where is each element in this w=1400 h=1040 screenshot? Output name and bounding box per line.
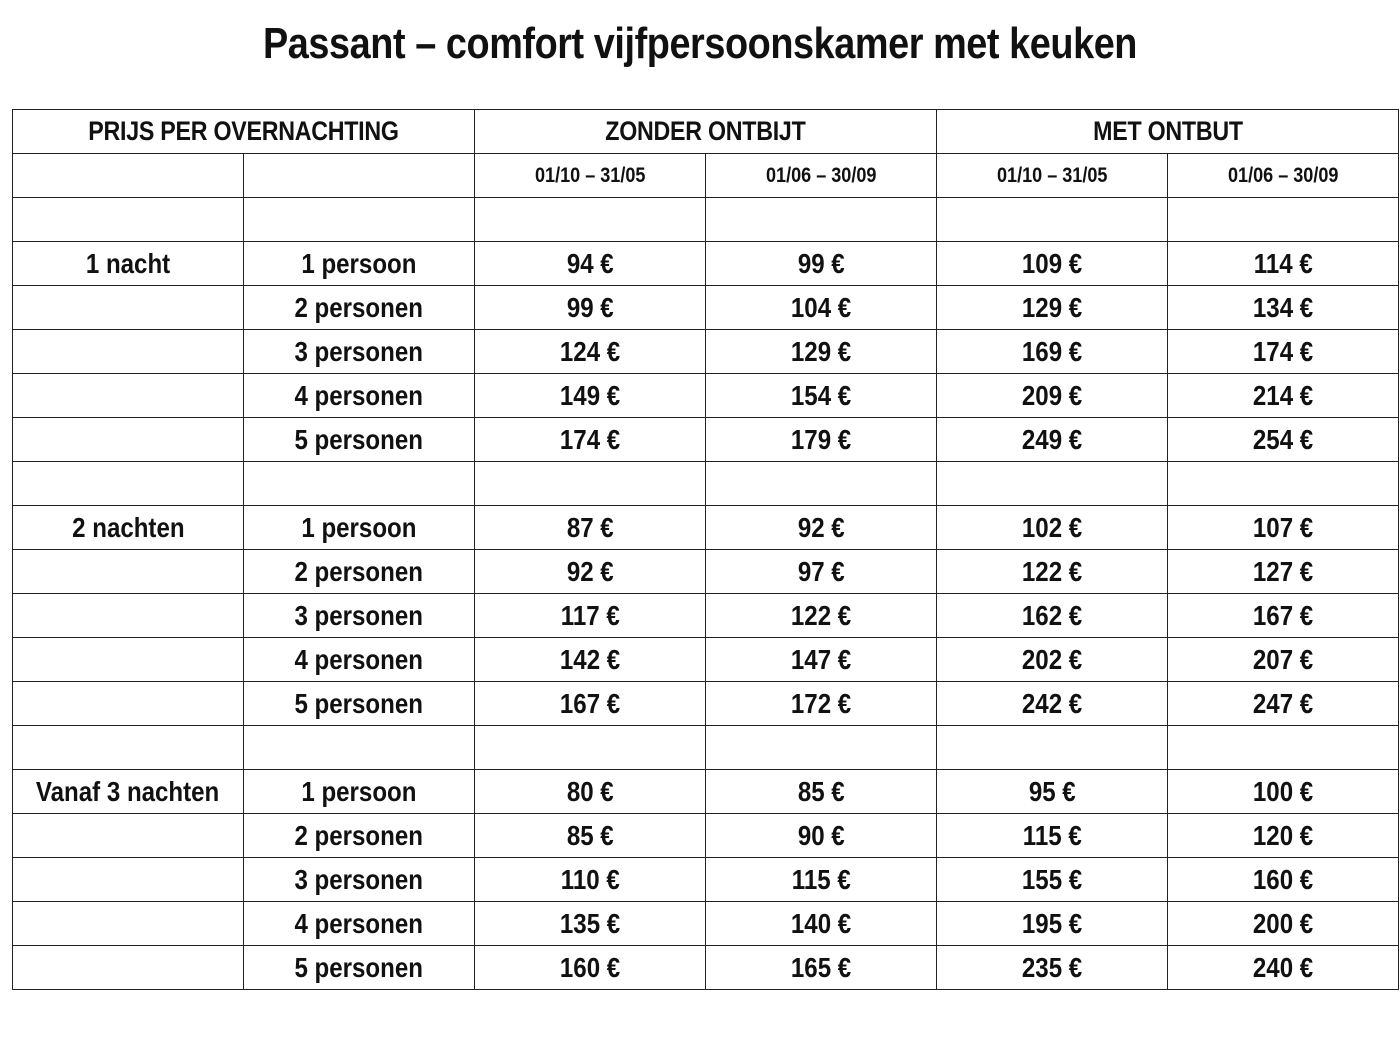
period-row <box>13 154 1399 198</box>
price-cell: 129 € <box>706 330 937 374</box>
table-row <box>13 418 1399 462</box>
period-header: 01/06 – 30/09 <box>1168 154 1399 198</box>
price-cell: 124 € <box>475 330 706 374</box>
persons-label: 3 personen <box>244 330 475 374</box>
price-cell: 99 € <box>706 242 937 286</box>
spacer-row <box>13 198 1399 242</box>
persons-label: 4 personen <box>244 902 475 946</box>
empty-cell <box>13 814 244 858</box>
price-cell: 209 € <box>937 374 1168 418</box>
empty-cell <box>13 374 244 418</box>
price-cell: 242 € <box>937 682 1168 726</box>
price-cell: 104 € <box>706 286 937 330</box>
price-cell: 167 € <box>475 682 706 726</box>
price-cell: 179 € <box>706 418 937 462</box>
price-cell: 114 € <box>1168 242 1399 286</box>
price-cell: 97 € <box>706 550 937 594</box>
price-cell: 92 € <box>475 550 706 594</box>
price-cell: 165 € <box>706 946 937 990</box>
header-with-breakfast: MET ONTBUT <box>937 110 1399 154</box>
price-cell: 162 € <box>937 594 1168 638</box>
nights-label: 1 nacht <box>13 242 244 286</box>
price-cell: 122 € <box>937 550 1168 594</box>
persons-label: 1 persoon <box>244 770 475 814</box>
empty-cell <box>475 198 706 242</box>
price-cell: 155 € <box>937 858 1168 902</box>
price-cell: 254 € <box>1168 418 1399 462</box>
table-row <box>13 330 1399 374</box>
price-cell: 90 € <box>706 814 937 858</box>
price-cell: 172 € <box>706 682 937 726</box>
price-cell: 100 € <box>1168 770 1399 814</box>
table-row <box>13 638 1399 682</box>
table-row <box>13 242 1399 286</box>
empty-cell <box>13 858 244 902</box>
empty-cell <box>706 198 937 242</box>
spacer-row <box>13 462 1399 506</box>
header-row <box>13 110 1399 154</box>
price-cell: 107 € <box>1168 506 1399 550</box>
empty-cell <box>706 726 937 770</box>
persons-label: 5 personen <box>244 682 475 726</box>
price-cell: 149 € <box>475 374 706 418</box>
table-row <box>13 682 1399 726</box>
table-row <box>13 770 1399 814</box>
persons-label: 3 personen <box>244 858 475 902</box>
table-row <box>13 550 1399 594</box>
empty-cell <box>13 286 244 330</box>
spacer-row <box>13 726 1399 770</box>
header-price-per-night: PRIJS PER OVERNACHTING <box>13 110 475 154</box>
price-cell: 134 € <box>1168 286 1399 330</box>
price-cell: 214 € <box>1168 374 1399 418</box>
empty-cell <box>1168 198 1399 242</box>
table-row <box>13 858 1399 902</box>
period-header: 01/10 – 31/05 <box>475 154 706 198</box>
persons-label: 2 personen <box>244 550 475 594</box>
price-cell: 115 € <box>706 858 937 902</box>
price-cell: 240 € <box>1168 946 1399 990</box>
price-cell: 174 € <box>475 418 706 462</box>
price-cell: 235 € <box>937 946 1168 990</box>
nights-label: Vanaf 3 nachten <box>13 770 244 814</box>
persons-label: 5 personen <box>244 418 475 462</box>
page-title: Passant – comfort vijfpersoonskamer met keuken <box>262 19 1138 68</box>
empty-cell <box>13 462 244 506</box>
price-cell: 247 € <box>1168 682 1399 726</box>
persons-label: 4 personen <box>244 638 475 682</box>
empty-cell <box>244 198 475 242</box>
empty-cell <box>13 550 244 594</box>
persons-label: 3 personen <box>244 594 475 638</box>
empty-cell <box>244 154 475 198</box>
persons-label: 1 persoon <box>244 242 475 286</box>
price-cell: 95 € <box>937 770 1168 814</box>
empty-cell <box>244 726 475 770</box>
empty-cell <box>1168 726 1399 770</box>
table-row <box>13 506 1399 550</box>
empty-cell <box>13 330 244 374</box>
persons-label: 2 personen <box>244 814 475 858</box>
price-cell: 109 € <box>937 242 1168 286</box>
price-cell: 154 € <box>706 374 937 418</box>
price-cell: 142 € <box>475 638 706 682</box>
persons-label: 2 personen <box>244 286 475 330</box>
empty-cell <box>1168 462 1399 506</box>
persons-label: 5 personen <box>244 946 475 990</box>
empty-cell <box>13 726 244 770</box>
price-cell: 80 € <box>475 770 706 814</box>
price-cell: 122 € <box>706 594 937 638</box>
price-cell: 167 € <box>1168 594 1399 638</box>
price-cell: 249 € <box>937 418 1168 462</box>
empty-cell <box>13 594 244 638</box>
header-without-breakfast: ZONDER ONTBIJT <box>475 110 937 154</box>
empty-cell <box>13 682 244 726</box>
price-cell: 127 € <box>1168 550 1399 594</box>
price-cell: 110 € <box>475 858 706 902</box>
price-cell: 169 € <box>937 330 1168 374</box>
price-cell: 102 € <box>937 506 1168 550</box>
price-cell: 92 € <box>706 506 937 550</box>
price-cell: 115 € <box>937 814 1168 858</box>
price-cell: 135 € <box>475 902 706 946</box>
empty-cell <box>13 154 244 198</box>
price-cell: 195 € <box>937 902 1168 946</box>
empty-cell <box>475 726 706 770</box>
price-cell: 117 € <box>475 594 706 638</box>
table-row <box>13 902 1399 946</box>
price-cell: 147 € <box>706 638 937 682</box>
price-cell: 120 € <box>1168 814 1399 858</box>
price-cell: 87 € <box>475 506 706 550</box>
empty-cell <box>937 726 1168 770</box>
price-cell: 174 € <box>1168 330 1399 374</box>
empty-cell <box>937 198 1168 242</box>
empty-cell <box>244 462 475 506</box>
price-cell: 129 € <box>937 286 1168 330</box>
empty-cell <box>13 638 244 682</box>
persons-label: 4 personen <box>244 374 475 418</box>
persons-label: 1 persoon <box>244 506 475 550</box>
empty-cell <box>13 946 244 990</box>
table-row <box>13 286 1399 330</box>
table-row <box>13 594 1399 638</box>
nights-label: 2 nachten <box>13 506 244 550</box>
empty-cell <box>937 462 1168 506</box>
price-cell: 140 € <box>706 902 937 946</box>
empty-cell <box>13 198 244 242</box>
empty-cell <box>13 902 244 946</box>
price-cell: 85 € <box>706 770 937 814</box>
empty-cell <box>13 418 244 462</box>
period-header: 01/06 – 30/09 <box>706 154 937 198</box>
table-row <box>13 374 1399 418</box>
price-table <box>12 109 1399 990</box>
period-header: 01/10 – 31/05 <box>937 154 1168 198</box>
price-cell: 94 € <box>475 242 706 286</box>
price-cell: 202 € <box>937 638 1168 682</box>
empty-cell <box>706 462 937 506</box>
price-cell: 99 € <box>475 286 706 330</box>
price-cell: 160 € <box>1168 858 1399 902</box>
price-cell: 85 € <box>475 814 706 858</box>
price-cell: 207 € <box>1168 638 1399 682</box>
price-cell: 160 € <box>475 946 706 990</box>
empty-cell <box>475 462 706 506</box>
table-row <box>13 814 1399 858</box>
table-row <box>13 946 1399 990</box>
price-cell: 200 € <box>1168 902 1399 946</box>
